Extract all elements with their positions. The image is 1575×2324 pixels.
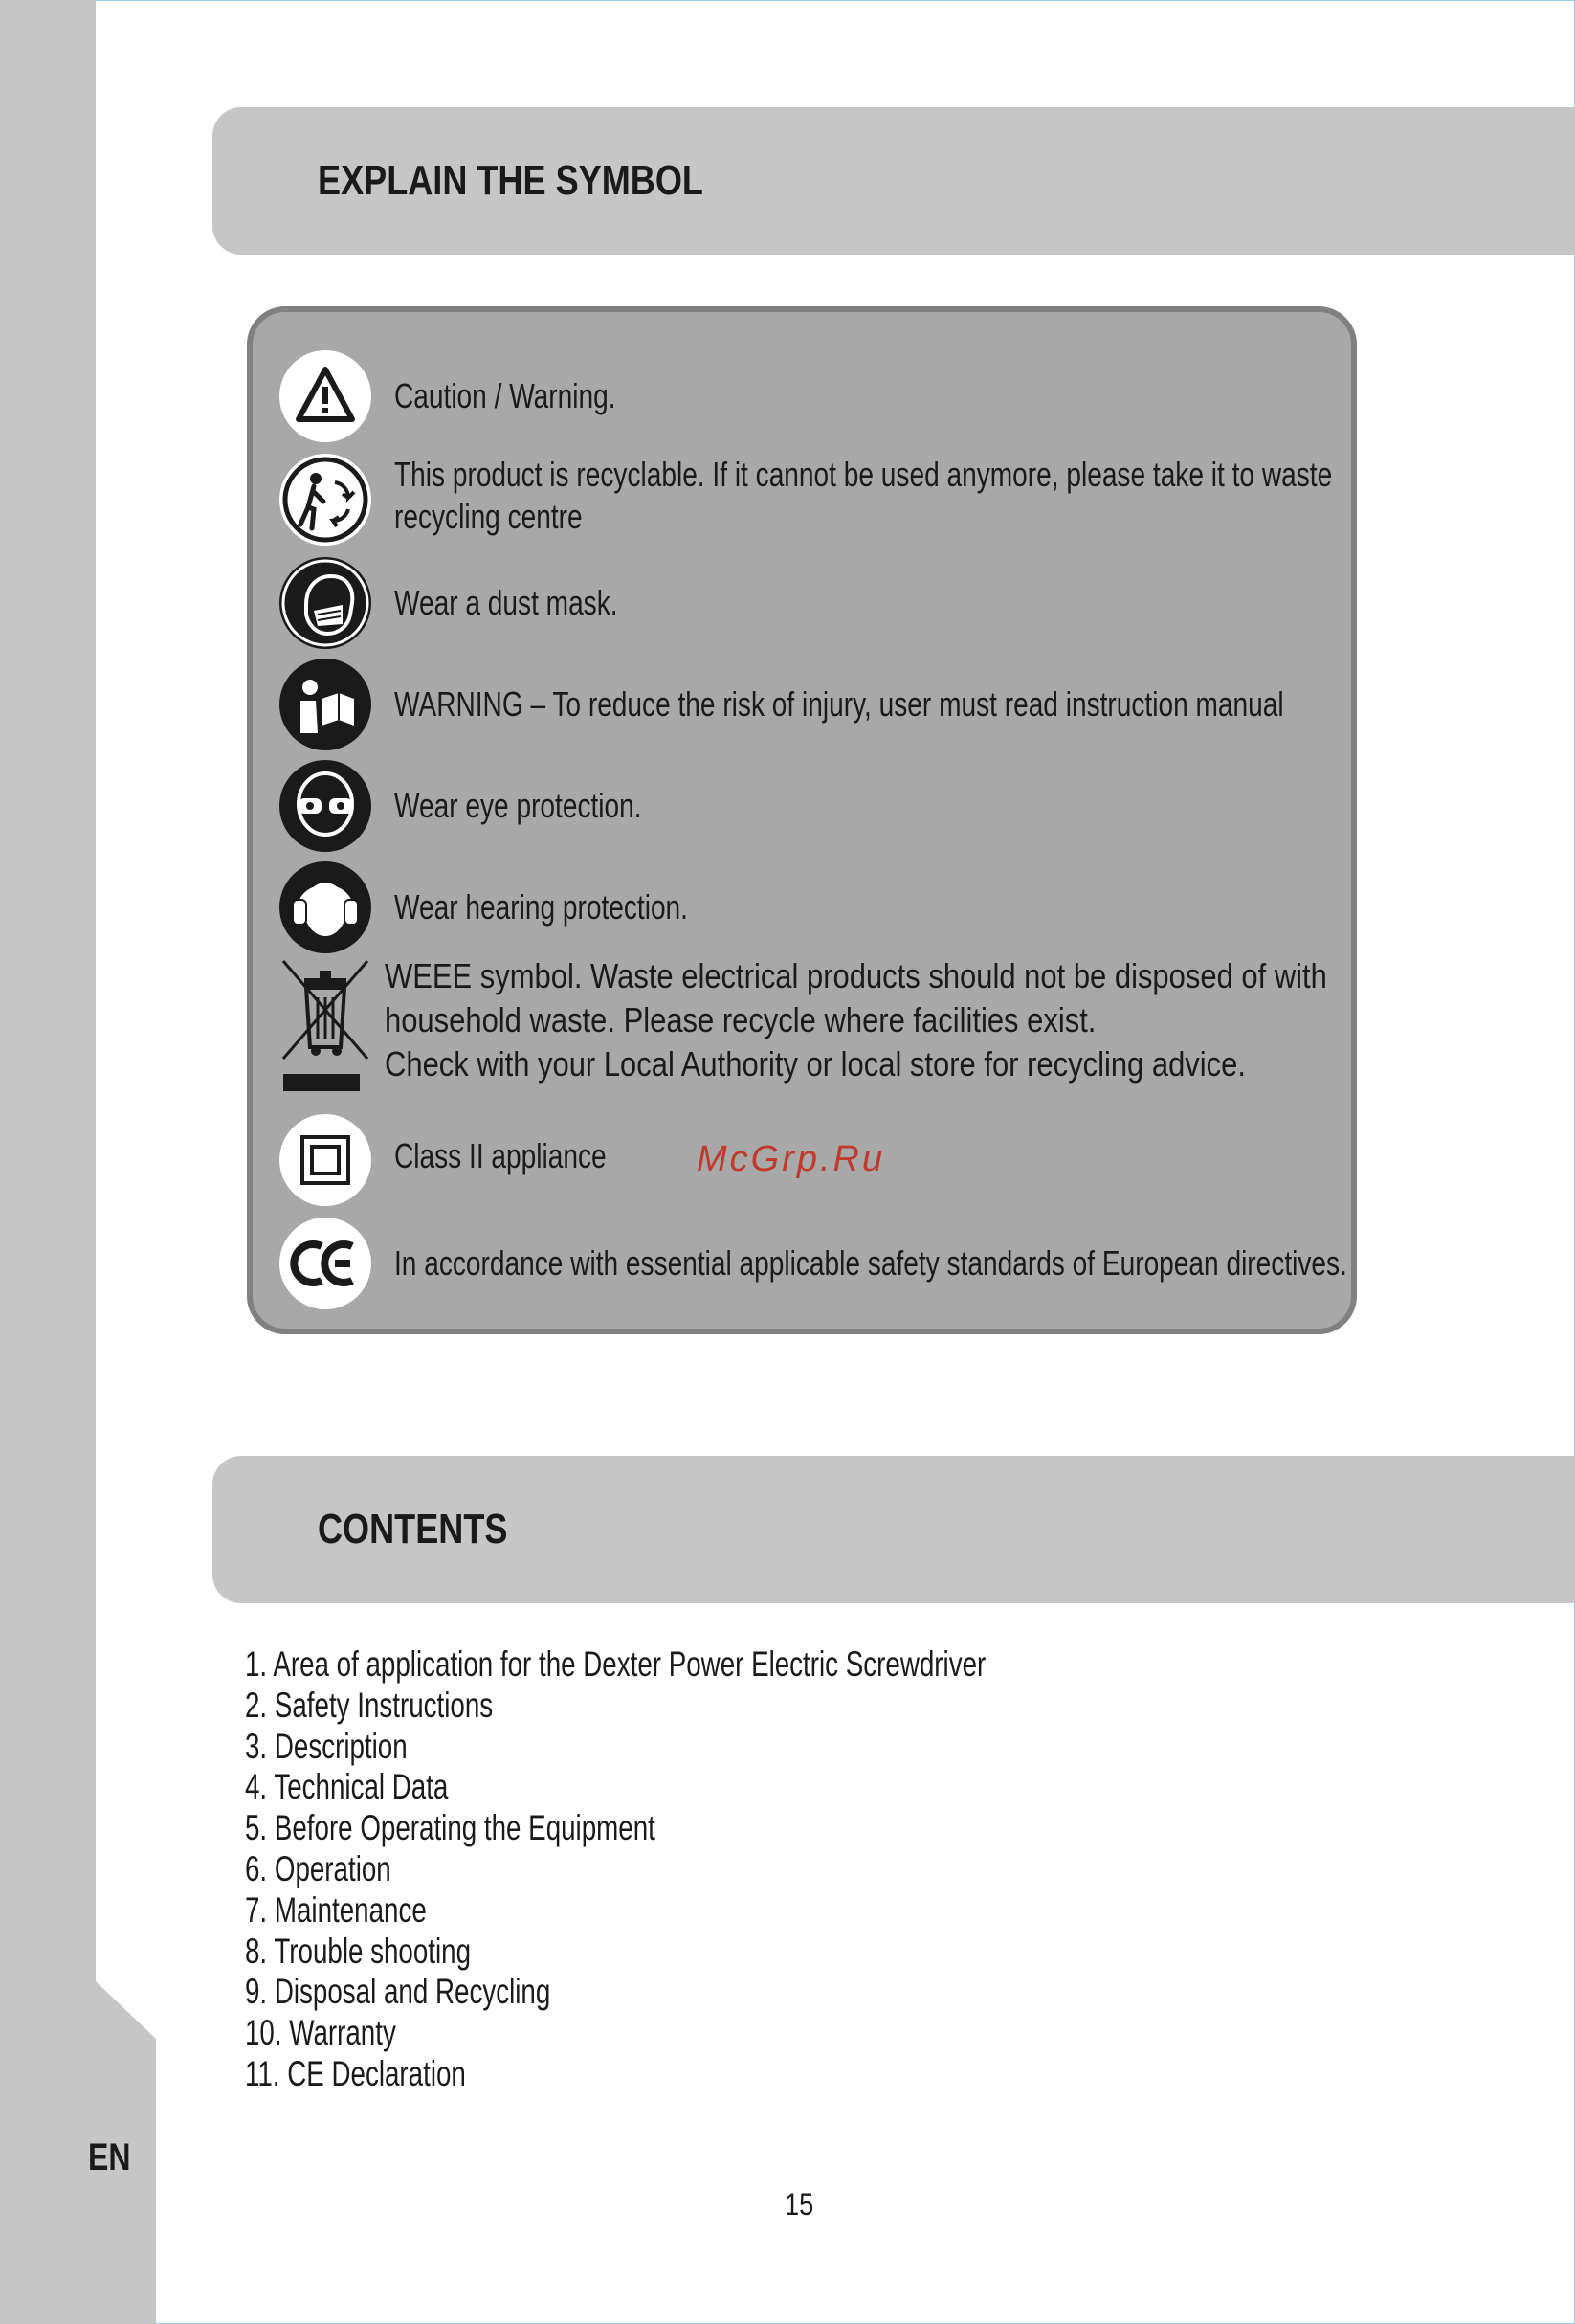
dust-mask-icon: [279, 557, 371, 649]
contents-item[interactable]: 9. Disposal and Recycling: [245, 1972, 551, 2012]
language-tab: [0, 1981, 156, 2324]
symbols-title: EXPLAIN THE SYMBOL: [318, 157, 703, 204]
class-ii-icon: [279, 1114, 371, 1206]
symbol-text-line: This product is recyclable. If it cannot be used anymore, please take it to waste: [394, 455, 1333, 494]
contents-item[interactable]: 7. Maintenance: [245, 1889, 427, 1930]
eye-protection-icon: [279, 760, 371, 852]
symbol-text: Wear a dust mask.: [394, 583, 618, 622]
contents-title: CONTENTS: [318, 1506, 508, 1553]
contents-item[interactable]: 2. Safety Instructions: [245, 1685, 494, 1725]
ce-mark-icon: [279, 1218, 371, 1309]
contents-item[interactable]: 4. Technical Data: [245, 1767, 449, 1807]
weee-bin-icon: [277, 955, 373, 1099]
warning-triangle-icon: [279, 350, 371, 442]
symbol-text: Wear hearing protection.: [394, 887, 688, 927]
contents-header-band: [212, 1456, 1575, 1603]
contents-item[interactable]: 10. Warranty: [245, 2013, 396, 2053]
symbol-text-line: Check with your Local Authority or local store for recycling advice.: [385, 1044, 1246, 1084]
read-manual-icon: [279, 659, 371, 750]
side-strip: [0, 0, 96, 2324]
hearing-protection-icon: [279, 861, 371, 953]
contents-item[interactable]: 8. Trouble shooting: [245, 1931, 472, 1971]
symbol-text: WARNING – To reduce the risk of injury, user must read instruction manual: [394, 684, 1284, 724]
symbol-text: In accordance with essential applicable safety standards of European directives.: [394, 1243, 1347, 1283]
symbol-text-line: WEEE symbol. Waste electrical products should not be disposed of with: [385, 956, 1327, 995]
symbol-text: Caution / Warning.: [394, 376, 616, 415]
contents-item[interactable]: 11. CE Declaration: [245, 2053, 466, 2093]
symbols-header-band: [212, 107, 1575, 255]
symbol-text: Wear eye protection.: [394, 786, 642, 825]
contents-item[interactable]: 6. Operation: [245, 1848, 391, 1888]
symbol-text: Class II appliance: [394, 1136, 607, 1175]
page-number: 15: [785, 2187, 814, 2222]
symbol-text-line: recycling centre: [394, 497, 583, 536]
contents-list: [245, 1644, 1232, 2095]
recycle-icon: [279, 454, 371, 546]
symbol-text-line: household waste. Please recycle where facilities exist.: [385, 1000, 1097, 1039]
watermark: McGrp.Ru: [697, 1139, 886, 1179]
contents-item[interactable]: 3. Description: [245, 1726, 408, 1766]
contents-item[interactable]: 1. Area of application for the Dexter Power Electric Screwdriver: [245, 1644, 987, 1684]
language-label: EN: [88, 2136, 131, 2179]
contents-item[interactable]: 5. Before Operating the Equipment: [245, 1808, 655, 1848]
